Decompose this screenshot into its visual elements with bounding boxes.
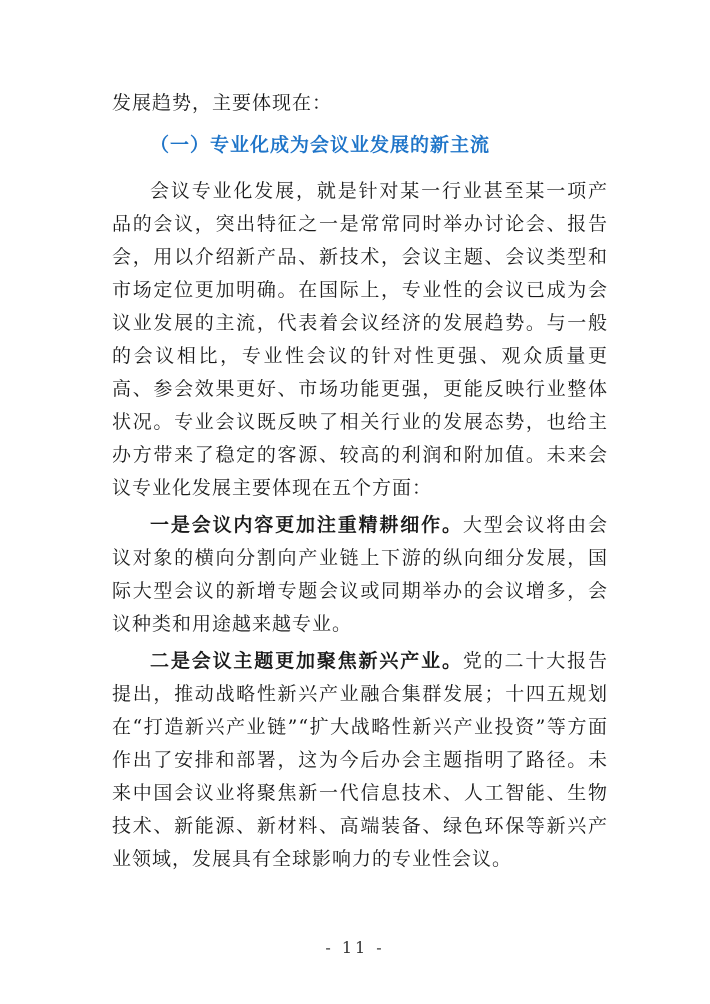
paragraph-2-body: 大型会议将由会议对象的横向分割向产业链上下游的纵向细分发展，国际大型会议的新增专题会议或同期举办的会议增多，会议种类和用途越来越专业。 — [112, 514, 608, 635]
paragraph-2-lead: 一是会议内容更加注重精耕细作。 — [150, 514, 463, 536]
page-number: - 11 - — [325, 938, 385, 957]
body-text — [112, 175, 608, 880]
paragraph-2 — [112, 509, 608, 641]
section-heading: （一）专业化成为会议业发展的新主流 — [150, 134, 491, 156]
paragraph-3 — [112, 645, 608, 876]
paragraph-1: 会议专业化发展，就是针对某一行业甚至某一项产品的会议，突出特征之一是常常同时举办讨论会、报告会，用以介绍新产品、新技术，会议主题、会议类型和市场定位更加明确。在国际上，专业性的会议已成为会议业发展的主流，代表着会议经济的发展趋势。与一般的会议相比，专业性会议的针对性更强、观众质量更高、参会效果更好、市场功能更强，更能反映行业整体状况。专业会议既反映了相关行业的发展态势，也给主办方带来了稳定的客源、较高的利润和附加值。未来会议专业化发展主要体现在五个方面： — [112, 180, 608, 499]
paragraph-3-lead: 二是会议主题更加聚焦新兴产业。 — [150, 650, 463, 672]
lead-text: 发展趋势，主要体现在： — [112, 92, 333, 114]
paragraph-3-body: 党的二十大报告提出，推动战略性新兴产业融合集群发展；十四五规划在“打造新兴产业链”“扩大战略性新兴产业投资”等方面作出了安排和部署，这为今后办会主题指明了路径。未来中国会议业将聚焦新一代信息技术、人工智能、生物技术、新能源、新材料、高端装备、绿色环保等新兴产业领域，发展具有全球影响力的专业性会议。 — [112, 650, 608, 870]
